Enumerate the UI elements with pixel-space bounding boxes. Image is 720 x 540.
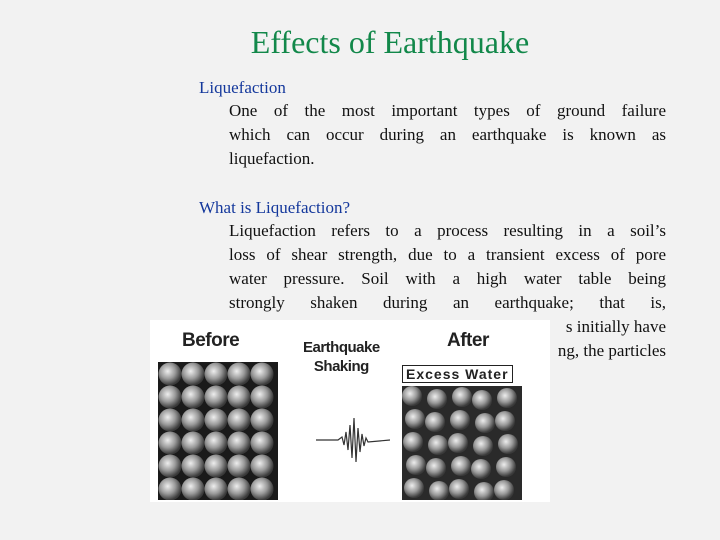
paragraph-line: Liquefaction refers to a process resulting in a soil’s xyxy=(229,221,666,240)
soil-particle xyxy=(402,386,422,406)
soil-particle xyxy=(494,480,514,500)
paragraph-line: One of the most important types of ground failure xyxy=(229,101,666,120)
soil-particle xyxy=(159,432,182,455)
soil-particle xyxy=(425,412,445,432)
before-soil-grid xyxy=(158,362,278,500)
soil-particle xyxy=(449,479,469,499)
seismic-wave-icon xyxy=(316,390,390,490)
paragraph-line: liquefaction. xyxy=(229,149,315,168)
soil-particle xyxy=(471,459,491,479)
soil-particle xyxy=(182,455,205,478)
paragraph-line: which can occur during an earthquake is known as xyxy=(229,125,666,144)
soil-particle xyxy=(472,390,492,410)
soil-particle xyxy=(182,432,205,455)
paragraph-line: ng, the particles xyxy=(557,341,666,360)
soil-particle xyxy=(405,409,425,429)
soil-particle xyxy=(159,409,182,432)
soil-particle xyxy=(205,386,228,409)
what-is-liquefaction-heading: What is Liquefaction? xyxy=(199,198,351,217)
soil-particle xyxy=(228,386,251,409)
soil-particle xyxy=(182,363,205,386)
soil-particle xyxy=(159,455,182,478)
soil-particle xyxy=(205,455,228,478)
soil-particle xyxy=(448,433,468,453)
liquefaction-paragraph xyxy=(229,99,666,171)
soil-particle xyxy=(251,432,274,455)
soil-particle xyxy=(182,409,205,432)
soil-particle xyxy=(451,456,471,476)
soil-particle xyxy=(159,478,182,501)
soil-particle xyxy=(228,432,251,455)
soil-particle xyxy=(497,388,517,408)
soil-particle xyxy=(205,363,228,386)
soil-particle xyxy=(228,363,251,386)
soil-particle xyxy=(473,436,493,456)
soil-particle xyxy=(251,386,274,409)
paragraph-line: water pressure. Soil with a high water table being xyxy=(229,269,666,288)
earthquake-label: Earthquake xyxy=(303,339,380,356)
soil-particle xyxy=(452,387,472,407)
soil-particle xyxy=(475,413,495,433)
soil-particle xyxy=(450,410,470,430)
soil-particle xyxy=(251,409,274,432)
soil-particle xyxy=(406,455,426,475)
shaking-label: Shaking xyxy=(313,358,369,375)
soil-particle xyxy=(228,409,251,432)
paragraph-line: strongly shaken during an earthquake; that is, xyxy=(229,293,666,312)
excess-water-label: Excess Water xyxy=(402,365,513,383)
soil-particle xyxy=(159,363,182,386)
paragraph-line: s initially have xyxy=(565,317,666,336)
earthquake-shaking-label xyxy=(303,338,380,376)
soil-particle xyxy=(404,478,424,498)
soil-particle xyxy=(498,434,518,454)
soil-particle xyxy=(426,458,446,478)
soil-particle xyxy=(427,389,447,409)
soil-particle xyxy=(159,386,182,409)
soil-particle xyxy=(403,432,423,452)
liquefaction-heading: Liquefaction xyxy=(199,78,286,97)
soil-particle xyxy=(182,386,205,409)
soil-particle xyxy=(205,409,228,432)
soil-particle xyxy=(251,455,274,478)
soil-particle xyxy=(228,455,251,478)
soil-particle xyxy=(182,478,205,501)
soil-particle xyxy=(496,457,516,477)
paragraph-line: loss of shear strength, due to a transient excess of pore xyxy=(229,245,666,264)
after-soil-grid xyxy=(402,386,522,500)
soil-particle xyxy=(495,411,515,431)
liquefaction-figure xyxy=(150,320,550,502)
soil-particle xyxy=(205,432,228,455)
soil-particle xyxy=(205,478,228,501)
soil-particle xyxy=(428,435,448,455)
after-label: After xyxy=(447,330,489,351)
slide-title: Effects of Earthquake xyxy=(250,24,530,60)
soil-particle xyxy=(228,478,251,501)
soil-particle xyxy=(251,363,274,386)
before-label: Before xyxy=(182,330,240,351)
soil-particle xyxy=(251,478,274,501)
